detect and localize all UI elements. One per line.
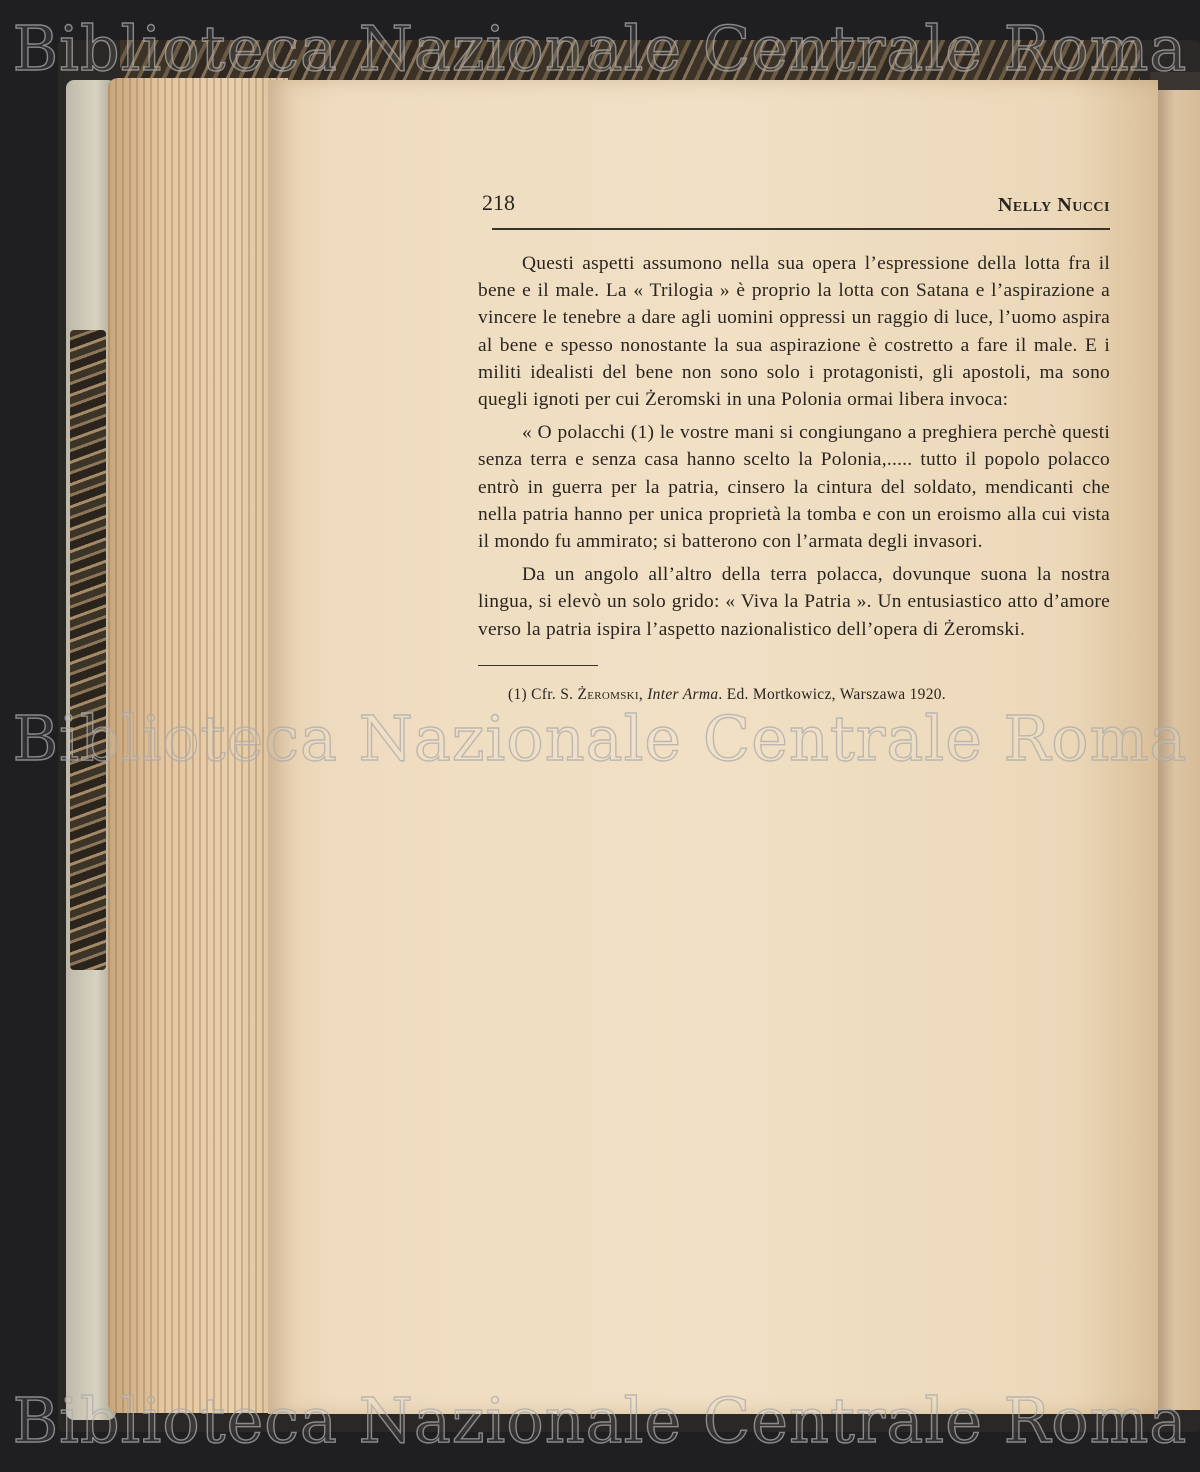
page-number: 218 [482, 190, 515, 215]
paragraph: Questi aspetti assumono nella sua opera l’espressione della lotta fra il bene e il male. La « Trilogia » è proprio la lotta con Satana e l’aspirazione a vincere le tenebre a dare agli uomini oppressi un raggio di luce, l’uomo aspira al bene e spesso nonostante la sua aspirazione è costretto a fare il male. E i militi idealisti del bene non sono solo i protagonisti, gli apostoli, ma sono quegli ignoti per cui Żeromski in una Polonia ormai libera invoca: [478, 253, 1110, 411]
running-header [478, 186, 1110, 228]
paragraph: Da un angolo all’altro della terra polacca, dovunque suona la nostra lingua, si elevò un solo grido: « Viva la Patria ». Un entusiastico atto d’amore verso la patria ispira l’aspetto nazionalistico dell’opera di Żeromski. [478, 564, 1110, 640]
facing-page-edge [1158, 90, 1200, 1410]
footnote-rule [478, 665, 598, 667]
page-content [478, 186, 1110, 704]
footnote [478, 686, 1110, 704]
header-rule [492, 228, 1110, 230]
running-head-author: Nelly Nucci [997, 194, 1110, 216]
quote-paragraph: « O polacchi (1) le vostre mani si congiungano a preghiera perchè questi senza terra e senza casa hanno scelto la Polonia,..... tutto il popolo polacco entrò in guerra per la patria, cinsero la cintura del soldato, mendicanti che nella patria hanno per unica proprietà la tomba e con un eroismo alla cui vista il mondo fu ammirato; si batterono con l’armata degli invasori. [478, 422, 1110, 553]
footnote-title: Inter Arma [647, 686, 719, 704]
page-edges [108, 78, 288, 1413]
body-text [478, 250, 1110, 643]
footnote-rest: . Ed. Mortkowicz, Warszawa 1920. [718, 686, 946, 704]
footnote-author: Żeromski [577, 686, 639, 704]
marbled-endpaper-left [70, 330, 106, 970]
footnote-prefix: (1) Cfr. S. [508, 686, 578, 704]
footnote-sep: , [638, 686, 648, 704]
